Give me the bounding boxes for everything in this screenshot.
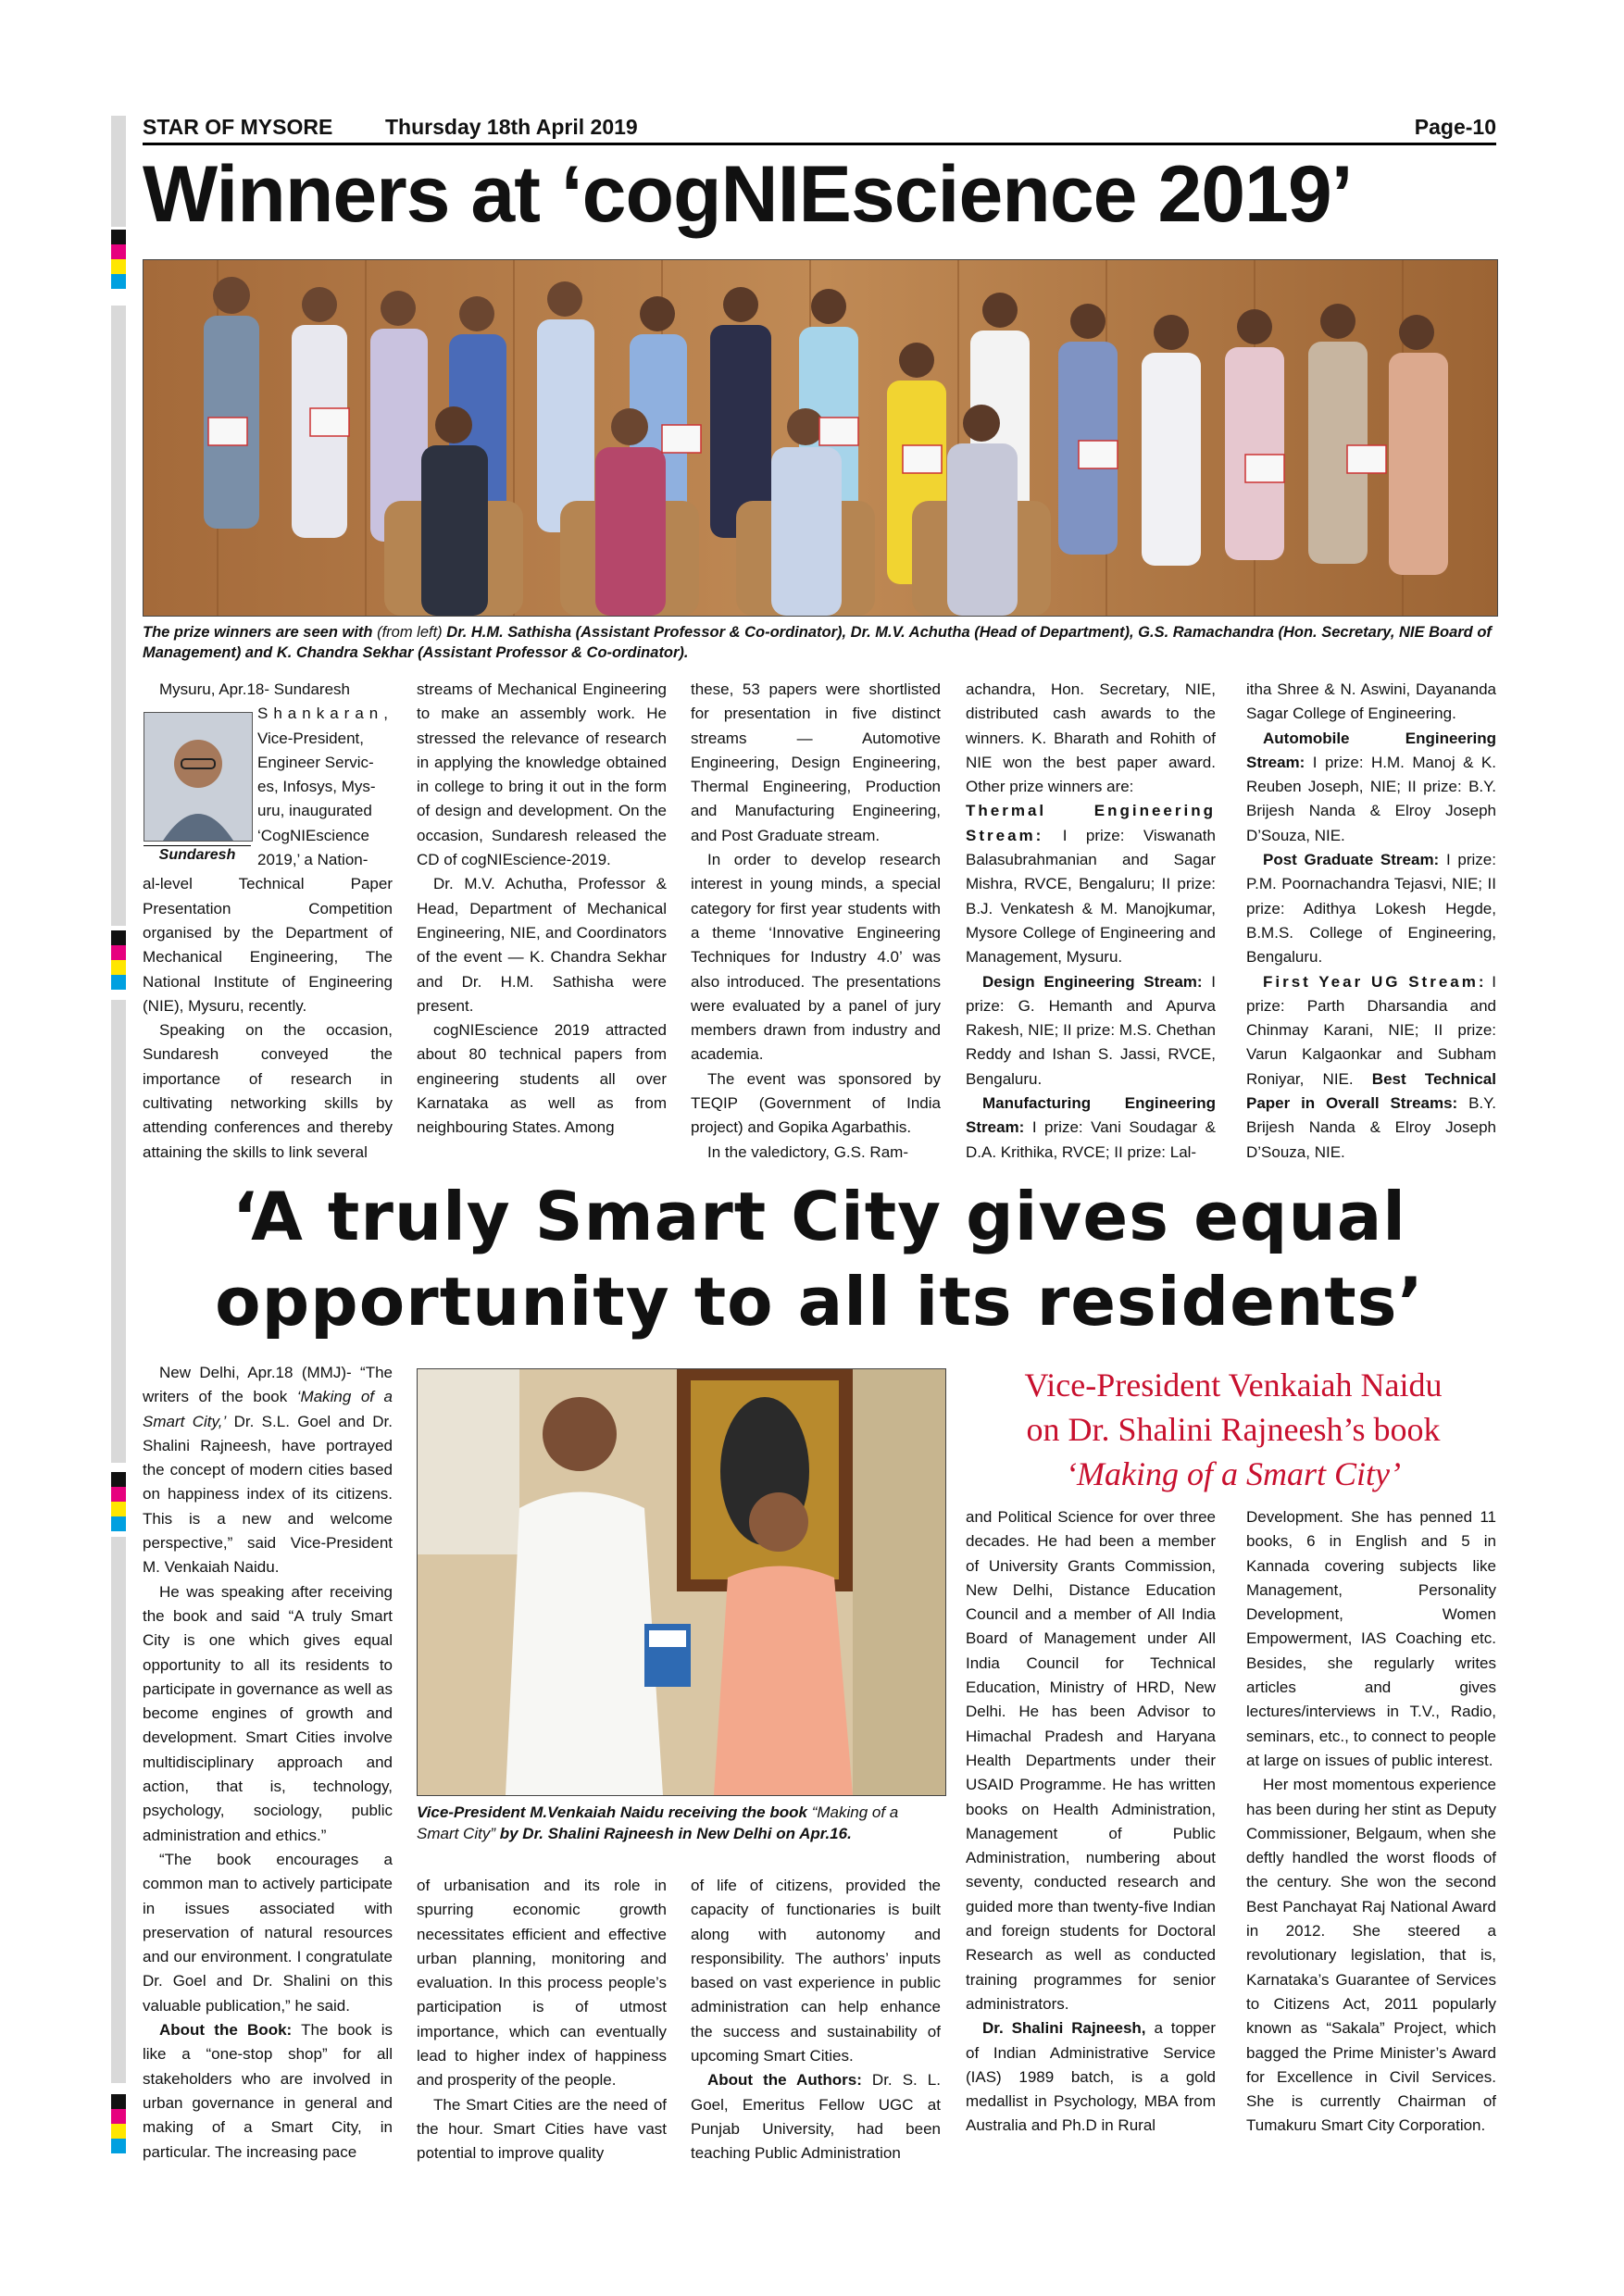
col5-paragraph: itha Shree & N. Aswini, Dayananda Sagar College of Engineering. [1246,680,1496,723]
col1-text: New Delhi, Apr.18 (MMJ)- “The writers of the book [143,1364,393,1406]
stream-heading: Post Graduate Stream: [1263,851,1440,869]
registration-bar [111,306,126,926]
col3-paragraph: The event was sponsored by TEQIP (Government of India project) and Gopika Agarbathis. [691,1069,941,1137]
swatch-cyan [111,1516,126,1531]
registration-bar-top [111,116,126,227]
section-heading: About the Book: [159,2021,293,2040]
col1-paragraph: al-level Technical Paper Presentation Competition organised by the Department of Mechanical Engineering, The National Institute of Engineering (NIE), Mysuru, recently. [143,875,393,1015]
swatch-magenta [111,2109,126,2124]
col3-paragraph: In the valedictory, G.S. Ram- [707,1142,908,1161]
col4-paragraph: achandra, Hon. Secretary, NIE, distributed cash awards to the winners. K. Bharath and Rohith of NIE won the best paper award. Other prize winners are: [966,680,1216,796]
page-header [143,111,1496,143]
headline-smart-city-line1: ‘A truly Smart City gives equal [232,1178,1406,1255]
col4-text: a topper of Indian Administrative Service (IAS) 1989 batch, is a gold medallist in Psychology, MBA from Australia and Ph.D in Rural [966,2019,1216,2135]
col3-text: Dr. S. L. Goel, Emeritus Fellow UGC at Punjab University, had been teaching Public Administration [691,2071,941,2163]
headline-smart-city-line2: opportunity to all its residents’ [215,1263,1424,1341]
col3-paragraph: these, 53 papers were shortlisted for presentation in five distinct streams — Automotive Engineering, Design Engineering, Thermal Engineering, Production and Manufacturing Engineering, and Post Graduate stream. [691,680,941,844]
story1-column-4 [966,678,1216,1165]
stream-winners: B.Y. Brijesh Nanda & Elroy Joseph D’Souza, NIE. [1246,1094,1496,1161]
swatch-yellow [111,2124,126,2139]
swatch-magenta [111,945,126,960]
col1-wrap-line: Vice-President, [257,729,364,747]
registration-bar [111,1537,126,2083]
stream-winners: I prize: P.M. Poornachandra Tejasvi, NIE; II prize: Adithya Lokesh Hegde, B.M.S. College of Engineering, Bengaluru. [1246,851,1496,967]
col5-paragraph: Development. She has penned 11 books, 6 in English and 5 in Kannada covering subjects like Management, Personality Development, Women Empowerment, IAS Coaching etc. Besides, she regularly writes articles and gives lectures/interviews in T.V., Radio, seminars, etc., to connect to people at large on issues of public interest. [1246,1508,1496,1769]
col2-paragraph: streams of Mechanical Engineering to make an assembly work. He stressed the relevance of research in applying the knowledge obtained in college to bring it out in the form of design and development. On the occasion, Sundaresh released the CD of cogNIEscience-2019. [417,680,667,869]
stream-heading: First Year UG Stream: [1263,972,1487,991]
story1-column-2 [417,678,667,1141]
col1-wrap-line: Engineer Servic- [257,753,374,771]
swatch-black [111,1472,126,1487]
story1-column-1 [143,678,393,1165]
subheading-line: Vice-President Venkaiah Naidu [1024,1366,1443,1404]
stream-winners: I prize: Viswanath Balasubrahmanian and Sagar Mishra, RVCE, Bengaluru; II prize: B.J. Venkatesh & M. Manojkumar, Mysore College of Engineering and Management, Mysuru. [966,826,1216,967]
swatch-yellow [111,960,126,975]
stream-heading: Manufacturing Engineering Stream: [966,1094,1216,1137]
smart-city-subheading [970,1363,1496,1496]
swatch-magenta [111,1487,126,1502]
story2-column-4 [966,1505,1216,2139]
story2-column-1 [143,1361,393,2165]
naidu-photo-caption: Vice-President M.Venkaiah Naidu receiving the book “Making of a Smart City” by Dr. Shalini Rajneesh in New Delhi on Apr.16. [417,1803,899,1842]
page-number: Page-10 [1414,115,1496,139]
col1-paragraph: He was speaking after receiving the book and said “A truly Smart City is one which gives equal opportunity to all its residents to participate in governance as well as become engines of growth and development. Smart Cities involve multidisciplinary approach and action, that is, technology, psychology, sociology, public administration and ethics.” [143,1582,393,1844]
section-heading: Dr. Shalini Rajneesh, [982,2019,1146,2038]
story1-column-3 [691,678,941,1165]
col1-wrap-first: Mysuru, Apr.18- Sundaresh [159,680,351,698]
newspaper-name: STAR OF MYSORE [143,115,333,139]
col3-paragraph: of life of citizens, provided the capacity of functionaries is built along with autonomy and responsibility. The authors’ inputs based on vast experience in public administration can help enhance the success and sustainability of upcoming Smart Cities. [691,1877,941,2065]
col2-paragraph: cogNIEscience 2019 attracted about 80 technical papers from engineering students all over Karnataka as well as from neighbouring States. Among [417,1021,667,1137]
stream-heading: Best Technical Paper in Overall Streams: [1246,1069,1496,1113]
swatch-black [111,230,126,244]
stream-winners: I prize: Vani Soudagar & D.A. Krithika, RVCE; II prize: Lal- [966,1118,1216,1161]
naidu-book-photo [417,1368,946,1796]
swatch-black [111,930,126,945]
col1-text: The book is like a “one-stop shop” for all stakeholders who are involved in urban governance in general and making of a Smart City, in particular. The increasing pace [143,2021,393,2161]
subheading-line: on Dr. Shalini Rajneesh’s book [1026,1411,1441,1448]
col1-wrap-line: uru, inaugurated [257,802,372,820]
col2-paragraph: The Smart Cities are the need of the hour. Smart Cities have vast potential to improve quality [417,2095,667,2163]
story2-column-3 [691,1874,941,2166]
col1-wrap-line: ‘CogNIEscience [257,826,369,844]
headline-cogniescience: Winners at ‘cogNIEscience 2019’ [143,150,1353,239]
swatch-cyan [111,274,126,289]
sundaresh-portrait-caption: Sundaresh [144,845,251,864]
col3-paragraph: In order to develop research interest in young minds, a special category for first year students with a theme ‘Innovative Engineering Techniques for Industry 4.0’ was also introduced. The presentations were evaluated by a panel of jury members drawn from industry and academia. [691,851,941,1064]
col2-paragraph: of urbanisation and its role in spurring economic growth necessitates efficient and effective urban planning, monitoring and evaluation. In this process people’s participation is of utmost importance, which can eventually lead to higher index of happiness and prosperity of the people. [417,1877,667,2090]
stream-winners: I prize: G. Hemanth and Apurva Rakesh, NIE; II prize: M.S. Chethan Reddy and Ishan S. Jassi, RVCE, Bengaluru. [966,972,1216,1088]
col1-wrap-line: Shankaran, [257,705,394,723]
subheading-book-title: ‘Making of a Smart City’ [1066,1455,1401,1492]
col1-paragraph: “The book encourages a common man to actively participate in issues associated with preservation of natural resources and our environment. I congratulate Dr. Goel and Dr. Shalini on this valuable publication,” he said. [143,1850,393,2015]
stream-heading: Design Engineering Stream: [982,972,1203,991]
swatch-cyan [111,975,126,990]
stream-heading: Thermal Engineering Stream: [966,802,1216,844]
registration-bar [111,1000,126,1463]
col1-paragraph: Speaking on the occasion, Sundaresh conveyed the importance of research in cultivating networking skills by attending conferences and thereby attaining the skills to link several [143,1021,393,1161]
prize-photo-caption: The prize winners are seen with (from left) Dr. H.M. Sathisha (Assistant Professor & Co-ordinator), Dr. M.V. Achutha (Head of Department), G.S. Ramachandra (Hon. Secretary, NIE Board of Management) and K. Chandra Sekhar (Assistant Professor & Co-ordinator). [143,624,1492,661]
swatch-black [111,2094,126,2109]
col2-paragraph: Dr. M.V. Achutha, Professor & Head, Department of Mechanical Engineering, NIE, and Coordinators of the event — K. Chandra Sekhar and Dr. H.M. Sathisha were present. [417,875,667,1015]
header-rule [143,143,1496,145]
col1-text: Dr. S.L. Goel and Dr. Shalini Rajneesh, have portrayed the concept of modern cities based on happiness index of its citizens. This is a new and welcome perspective,” said Vice-President M. Venkaiah Naidu. [143,1412,393,1577]
swatch-cyan [111,2139,126,2153]
swatch-yellow [111,1502,126,1516]
swatch-yellow [111,259,126,274]
col5-paragraph: Her most momentous experience has been during her stint as Deputy Commissioner, Belgaum, when she deftly handled the worst floods of the century. She won the second Best Panchayat Raj National Award in 2012. She steered a revolutionary legislation, that is, Karnataka’s Guarantee of Services to Citizens Act, 2011 popularly known as “Sakala” Project, which bagged the Prime Minister’s Award for Excellence in Civil Services. She is currently Chairman of Tumakuru Smart City Corporation. [1246,1776,1496,2135]
stream-heading: Automobile Engineering Stream: [1246,729,1496,771]
stream-winners: I prize: Parth Dharsandia and Chinmay Karani, NIE; II prize: Varun Kalgaonkar and Subham Roniyar, NIE. [1246,972,1496,1088]
col4-paragraph: and Political Science for over three decades. He had been a member of University Grants Commission, New Delhi, Distance Education Council and a member of All India Board of Management under All India Council for Technical Education, Ministry of HRD, New Delhi. He has been Advisor to Himachal Pradesh and Haryana Health Departments under their USAID Programme. He has written books on Health Administration, Management of Public Administration, numbering about seventy, conducted research and guided more than twenty-five Indian and foreign students for Doctoral Research as well as conducted training programmes for senior administrators. [966,1508,1216,2013]
issue-date: Thursday 18th April 2019 [385,115,638,139]
story2-column-5 [1246,1505,1496,2139]
section-heading: About the Authors: [707,2071,862,2090]
col1-wrap-line: es, Infosys, Mys- [257,778,376,796]
book-title: ‘Making of a Smart City,’ [143,1388,393,1430]
group-photo-illustration [144,260,1497,616]
stream-winners: I prize: H.M. Manoj & K. Reuben Joseph, NIE; II prize: B.Y. Brijesh Nanda & Elroy Joseph D’Souza, NIE. [1246,753,1496,844]
story2-column-2 [417,1874,667,2166]
book-handover-illustration [418,1369,945,1795]
story1-column-5 [1246,678,1496,1165]
prize-winners-photo [143,259,1498,617]
col1-wrap-line: 2019,’ a Nation- [257,851,369,869]
swatch-magenta [111,244,126,259]
